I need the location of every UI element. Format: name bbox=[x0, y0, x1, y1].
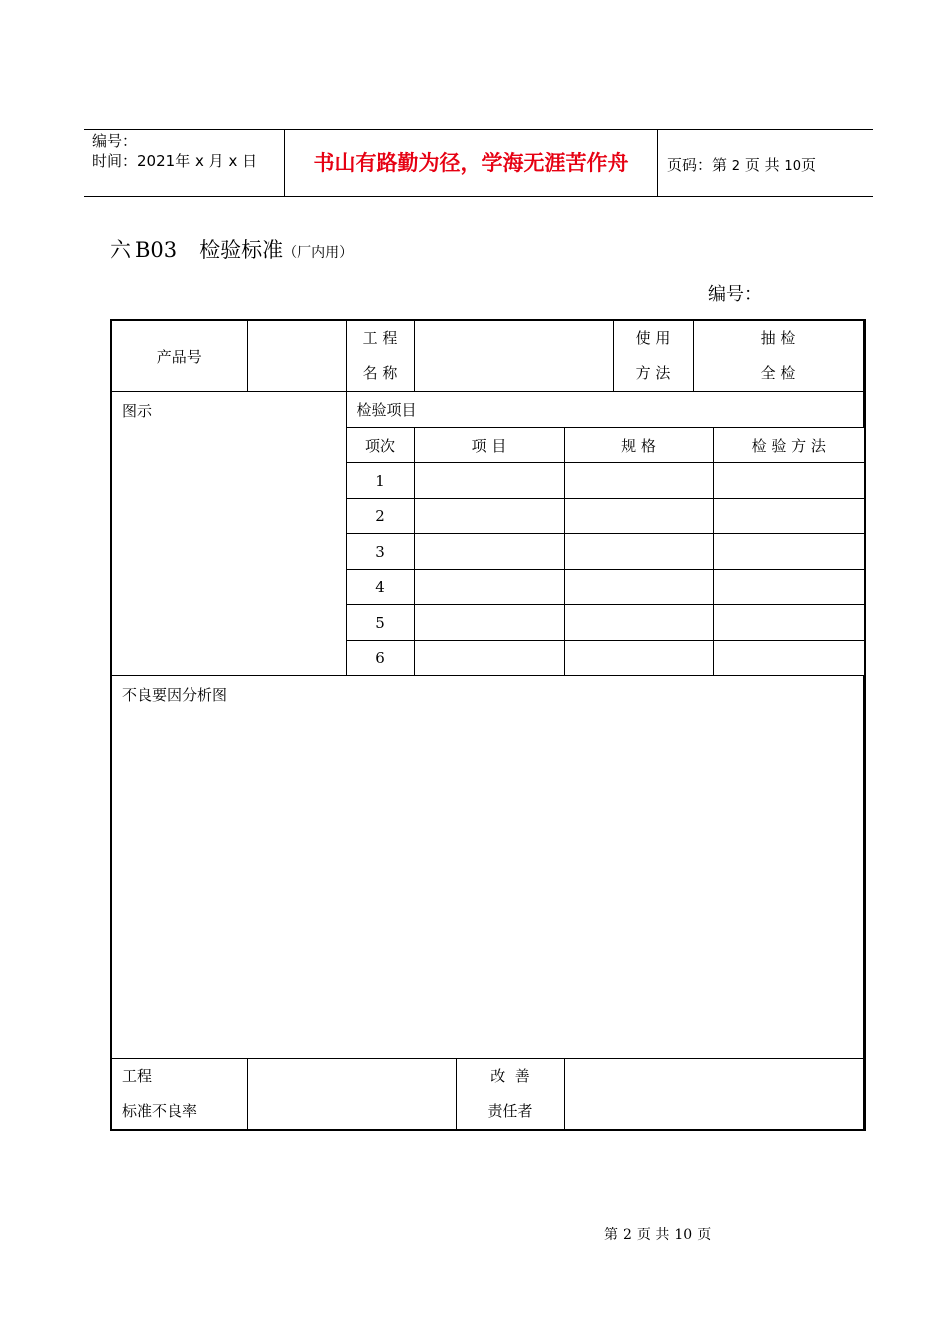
diagram-area[interactable] bbox=[111, 392, 346, 676]
sampling-option[interactable]: 抽 检 bbox=[760, 329, 796, 347]
process-name-value[interactable] bbox=[414, 320, 613, 392]
row-no: 5 bbox=[346, 605, 414, 641]
full-inspection-option[interactable]: 全 检 bbox=[760, 364, 796, 382]
defect-analysis-label: 不良要因分析图 bbox=[122, 686, 228, 704]
process-std-defect-value[interactable] bbox=[247, 1059, 456, 1131]
col-header-item: 项 目 bbox=[414, 428, 564, 463]
col-header-spec: 规 格 bbox=[564, 428, 713, 463]
row-no: 6 bbox=[346, 641, 414, 676]
header-time: 时间：2021年 x 月 x 日 bbox=[92, 152, 258, 170]
row-method-cell[interactable] bbox=[713, 534, 865, 570]
improvement-owner-value[interactable] bbox=[564, 1059, 863, 1131]
row-method-cell[interactable] bbox=[713, 605, 865, 641]
header-info bbox=[92, 131, 257, 171]
row-item-cell[interactable] bbox=[414, 499, 564, 534]
header-divider-right bbox=[657, 129, 658, 197]
inspection-items-header-row bbox=[111, 392, 865, 428]
row-no: 3 bbox=[346, 534, 414, 570]
row-spec-cell[interactable] bbox=[564, 570, 713, 605]
product-no-value[interactable] bbox=[247, 320, 346, 392]
row-no: 4 bbox=[346, 570, 414, 605]
header-number-label: 编号： bbox=[92, 132, 138, 150]
row-method-cell[interactable] bbox=[713, 570, 865, 605]
defect-analysis-row bbox=[111, 676, 865, 1059]
row-spec-cell[interactable] bbox=[564, 499, 713, 534]
product-no-label: 产品号 bbox=[111, 320, 247, 392]
title-code: B03 bbox=[135, 238, 178, 262]
row-spec-cell[interactable] bbox=[564, 605, 713, 641]
title-sub: （厂内用） bbox=[283, 245, 354, 261]
defect-analysis-area[interactable] bbox=[111, 676, 863, 1059]
row-method-cell[interactable] bbox=[713, 463, 865, 499]
title-main: 检验标准 bbox=[199, 238, 284, 262]
header-motto: 书山有路勤为径，学海无涯苦作舟 bbox=[313, 151, 629, 175]
row-item-cell[interactable] bbox=[414, 463, 564, 499]
row-spec-cell[interactable] bbox=[564, 534, 713, 570]
document-title bbox=[110, 234, 353, 264]
col-header-method: 检 验 方 法 bbox=[713, 428, 865, 463]
usage-method-options[interactable] bbox=[693, 320, 863, 392]
header-page-indicator: 页码：第 2 页 共 10页 bbox=[667, 156, 816, 174]
header-bottom-rule bbox=[84, 196, 873, 197]
responsibility-row bbox=[111, 1059, 865, 1131]
process-std-defect-label: 工程 标准不良率 bbox=[111, 1059, 247, 1131]
row-method-cell[interactable] bbox=[713, 499, 865, 534]
diagram-label: 图示 bbox=[122, 402, 153, 420]
row-method-cell[interactable] bbox=[713, 641, 865, 676]
row-item-cell[interactable] bbox=[414, 534, 564, 570]
row-item-cell[interactable] bbox=[414, 605, 564, 641]
product-info-row bbox=[111, 320, 865, 392]
row-item-cell[interactable] bbox=[414, 570, 564, 605]
row-spec-cell[interactable] bbox=[564, 463, 713, 499]
header-top-rule bbox=[84, 129, 873, 130]
col-header-no: 项次 bbox=[346, 428, 414, 463]
page-footer: 第 2 页 共 10 页 bbox=[604, 1227, 712, 1243]
row-no: 2 bbox=[346, 499, 414, 534]
row-spec-cell[interactable] bbox=[564, 641, 713, 676]
inspection-items-label: 检验项目 bbox=[346, 392, 863, 428]
row-no: 1 bbox=[346, 463, 414, 499]
title-prefix: 六 bbox=[110, 238, 131, 262]
document-number-label: 编号： bbox=[708, 284, 762, 305]
inspection-standard-form bbox=[110, 319, 866, 1131]
usage-method-label: 使 用 方 法 bbox=[613, 320, 693, 392]
process-name-label: 工 程 名 称 bbox=[346, 320, 414, 392]
row-item-cell[interactable] bbox=[414, 641, 564, 676]
improvement-owner-label: 改 善 责任者 bbox=[456, 1059, 564, 1131]
